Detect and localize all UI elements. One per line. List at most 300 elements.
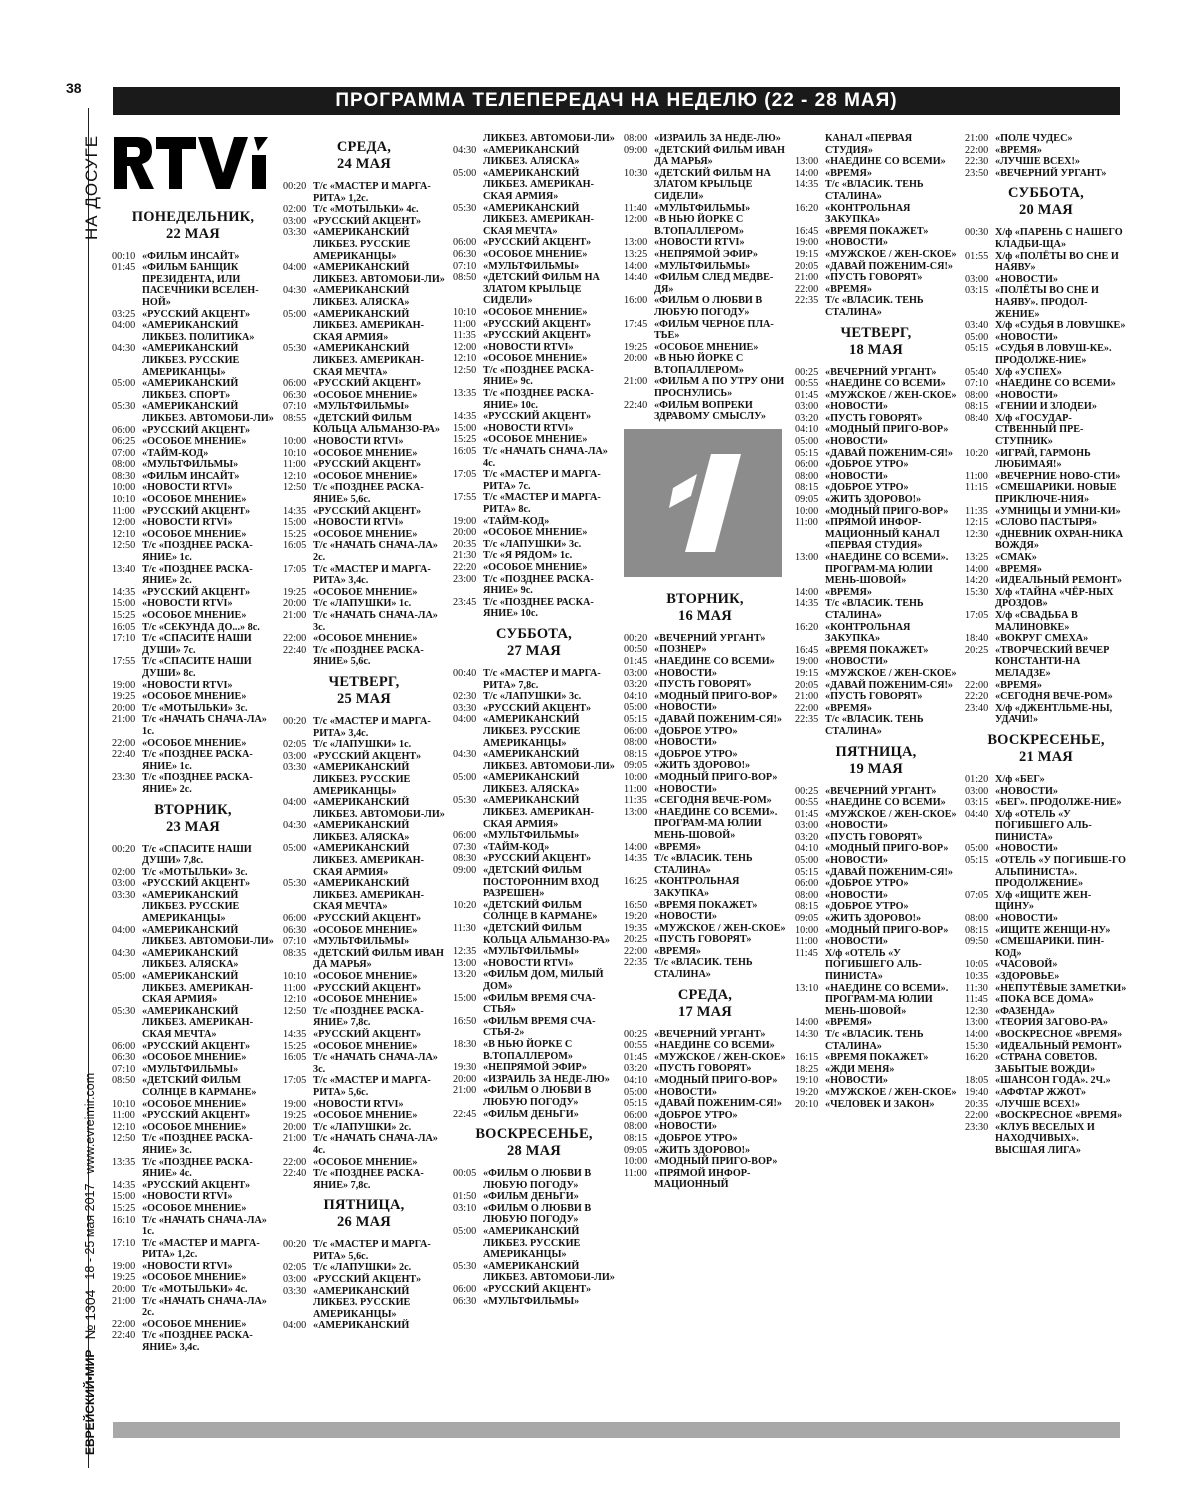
- program-title: Х/ф «ДЖЕНТЛЬМЕ-НЫ, УДАЧИ!»: [995, 702, 1113, 726]
- program-title: «АМЕРИКАНСКИЙ ЛИКБЕЗ. АМЕРИКАН-СКАЯ МЕЧТА»: [483, 202, 595, 237]
- day-date: 26 МАЯ: [337, 1214, 391, 1231]
- schedule-item: [112, 471, 274, 483]
- program-title: «ОСОБОЕ МНЕНИЕ»: [142, 610, 247, 621]
- schedule-item: [965, 575, 1127, 587]
- schedule-item: [624, 353, 786, 376]
- air-time: 03:40: [965, 320, 989, 332]
- program-title: Т/с «ПОЗДНЕЕ РАСКА-ЯНИЕ» 3с.: [142, 1133, 253, 1156]
- schedule-item: [453, 923, 615, 946]
- air-time: 01:45: [624, 1051, 648, 1063]
- air-time: 04:00: [453, 714, 477, 726]
- program-title: «ДЕТСКИЙ ФИЛЬМ НА ЗЛАТОМ КРЫЛЬЦЕ СИДЕЛИ»: [654, 167, 771, 202]
- program-title: «ФИЛЬМ ДОМ, МИЛЫЙ ДОМ»: [483, 969, 604, 992]
- program-title: «ПРЯМОЙ ИНФОР-МАЦИОННЫЙ КАНАЛ «ПЕРВАЯ СТУДИЯ»: [825, 517, 940, 552]
- program-title: «ТАЙМ-КОД»: [483, 841, 550, 853]
- schedule-item: [965, 913, 1127, 925]
- program-title: «МУЛЬТФИЛЬМЫ»: [483, 260, 580, 272]
- schedule-item: [112, 1075, 274, 1098]
- air-time: 06:00: [795, 878, 819, 890]
- air-time: 14:00: [795, 586, 819, 598]
- program-title: «ВРЕМЯ ПОКАЖЕТ»: [825, 1052, 929, 1064]
- program-title: «ВРЕМЯ»: [825, 702, 872, 714]
- schedule-item: [624, 249, 786, 261]
- air-time: 00:05: [453, 1168, 477, 1180]
- day-name: СРЕДА,: [677, 986, 733, 1003]
- schedule-item: [795, 367, 957, 379]
- air-time: 10:00: [624, 771, 648, 783]
- schedule-item: [453, 261, 615, 273]
- schedule-item: [624, 795, 786, 807]
- program-title: «ПРЯМОЙ ИНФОР-МАЦИОННЫЙ: [654, 1167, 751, 1191]
- schedule-item: [112, 1296, 274, 1319]
- schedule-item: [795, 237, 957, 249]
- program-title: «ПУСТЬ ГОВОРЯТ»: [654, 934, 752, 946]
- channel-one-logo: [624, 429, 782, 577]
- program-title: «РУССКИЙ АКЦЕНТ»: [142, 505, 251, 517]
- day-heading: [795, 325, 957, 359]
- air-time: 04:30: [453, 749, 477, 761]
- air-time: [453, 133, 483, 145]
- schedule-item: [453, 365, 615, 388]
- air-time: 05:15: [624, 714, 648, 725]
- page-number: 38: [66, 80, 82, 96]
- air-time: 05:00: [283, 308, 307, 320]
- air-time: 14:00: [965, 1028, 989, 1040]
- air-time: 23:45: [453, 596, 477, 608]
- air-time: 14:00: [795, 1017, 819, 1029]
- air-time: 20:25: [624, 934, 648, 946]
- air-time: 02:30: [453, 691, 477, 703]
- program-title: «ВОСКРЕСНОЕ «ВРЕМЯ»: [995, 1028, 1123, 1040]
- schedule-item: [283, 1075, 445, 1098]
- air-time: 12:10: [283, 470, 307, 482]
- air-time: 05:00: [453, 772, 477, 784]
- program-title: Т/с «ЛАПУШКИ» 2с.: [313, 1262, 412, 1274]
- air-time: 02:00: [283, 204, 307, 216]
- program-title: «АМЕРИКАНСКИЙ ЛИКБЕЗ. ПОЛИТИКА»: [142, 320, 255, 343]
- air-time: 15:00: [283, 517, 307, 529]
- air-time: 06:30: [283, 924, 307, 936]
- schedule-item: [112, 378, 274, 401]
- program-title: «ОСОБОЕ МНЕНИЕ»: [142, 737, 247, 749]
- air-time: 14:00: [624, 260, 648, 272]
- air-time: 17:05: [965, 609, 989, 621]
- schedule-item: [965, 809, 1127, 844]
- schedule-item: [624, 214, 786, 237]
- day-date: 27 МАЯ: [507, 642, 561, 659]
- program-title: «НОВОСТИ RTVI»: [142, 482, 233, 494]
- program-title: «В НЬЮ ЙОРКЕ С В.ТОПАЛЛЕРОМ»: [654, 353, 744, 376]
- schedule-item: [965, 378, 1127, 390]
- air-time: 23:40: [965, 702, 989, 714]
- air-time: 12:10: [112, 1121, 136, 1133]
- air-time: 04:30: [112, 343, 136, 355]
- air-time: 19:00: [283, 1098, 307, 1110]
- program-title: «НОВОСТИ»: [654, 702, 717, 714]
- program-title: Т/с «МАСТЕР И МАРГА-РИТА» 3,4с.: [313, 563, 431, 587]
- air-time: 21:00: [965, 133, 989, 144]
- air-time: 08:50: [112, 1075, 136, 1087]
- program-title: Т/с «ВЛАСИК. ТЕНЬ СТАЛИНА»: [825, 179, 924, 202]
- schedule-item: [112, 867, 274, 879]
- schedule-item: [453, 865, 615, 900]
- schedule-item: [965, 1017, 1127, 1029]
- schedule-item: [624, 691, 786, 703]
- program-title: «НАЕДИНЕ СО ВСЕМИ». ПРОГРАМ-МА ЮЛИИ МЕНЬ-ШОВОЙ»: [825, 552, 949, 587]
- program-title: «МУЖСКОЕ / ЖЕН-СКОЕ»: [825, 389, 957, 401]
- schedule-item: [283, 413, 445, 436]
- program-title: «ДНЕВНИК ОХРАН-НИКА ВОЖДЯ»: [995, 528, 1124, 552]
- air-time: 22:45: [453, 1108, 477, 1120]
- air-time: 14:00: [965, 563, 989, 575]
- program-title: «РУССКИЙ АКЦЕНТ»: [483, 853, 592, 865]
- program-title: «МОДНЫЙ ПРИГО-ВОР»: [825, 843, 949, 855]
- program-title: Т/с «НАЧАТЬ СНАЧА-ЛА» 2с.: [313, 540, 438, 563]
- program-title: Т/с «ВЛАСИК. ТЕНЬ СТАЛИНА»: [825, 295, 924, 318]
- schedule-item: [795, 587, 957, 599]
- air-time: 05:30: [453, 202, 477, 214]
- schedule-item: [795, 786, 957, 798]
- air-time: 22:20: [965, 691, 989, 703]
- schedule-item: [624, 1121, 786, 1133]
- program-title: «НАЕДИНЕ СО ВСЕМИ»: [825, 378, 946, 390]
- program-title: Х/ф «ГОСУДАР-СТВЕННЫЙ ПРЕ-СТУПНИК»: [995, 412, 1084, 448]
- program-title: «НОВОСТИ RTVI»: [483, 341, 574, 353]
- air-time: 07:05: [965, 889, 989, 901]
- program-title: Т/с «ПОЗДНЕЕ РАСКА-ЯНИЕ» 4с.: [142, 1156, 253, 1180]
- program-title: «ДОБРОЕ УТРО»: [825, 482, 909, 494]
- program-title: «АМЕРИКАНСКИЙ ЛИКБЕЗ. АМЕРИКАН-СКАЯ АРМИЯ»: [142, 971, 254, 1006]
- schedule-item: [965, 332, 1127, 344]
- air-time: 12:30: [965, 528, 989, 540]
- program-title: «АМЕРИКАНСКИЙ ЛИКБЕЗ. АЛЯСКА»: [142, 947, 239, 971]
- day-name: СУББОТА,: [496, 625, 572, 642]
- air-time: 05:30: [283, 878, 307, 890]
- schedule-item: [965, 959, 1127, 971]
- program-title: Т/с «ПОЗДНЕЕ РАСКА-ЯНИЕ» 3,4с.: [142, 1330, 253, 1354]
- air-time: 10:00: [112, 482, 136, 494]
- air-time: 19:25: [624, 341, 648, 353]
- program-title: «НОВОСТИ»: [825, 237, 888, 249]
- program-title: «НАЕДИНЕ СО ВСЕМИ». ПРОГРАМ-МА ЮЛИИ МЕНЬ-ШОВОЙ»: [654, 806, 778, 841]
- program-title: «ДОБРОЕ УТРО»: [825, 459, 909, 471]
- schedule-item: [112, 1064, 274, 1076]
- schedule-item: [624, 272, 786, 295]
- program-title: «НЕПРЯМОЙ ЭФИР»: [654, 248, 759, 260]
- schedule-item: [112, 1006, 274, 1041]
- air-time: 17:55: [453, 492, 477, 504]
- schedule-item: [795, 1052, 957, 1064]
- schedule-item: [453, 749, 615, 772]
- program-title: Т/с «ВЛАСИК. ТЕНЬ СТАЛИНА»: [654, 853, 753, 876]
- day-heading: [112, 209, 274, 243]
- schedule-item: [795, 1099, 957, 1111]
- schedule-item: [453, 539, 615, 551]
- air-time: 11:00: [795, 517, 818, 529]
- program-title: «ВРЕМЯ»: [825, 586, 872, 598]
- air-time: 04:10: [624, 1075, 648, 1087]
- air-time: 12:00: [453, 341, 477, 353]
- air-time: 05:00: [453, 167, 477, 179]
- air-time: 08:30: [453, 853, 477, 865]
- program-title: «ВОКРУГ СМЕХА»: [995, 633, 1089, 645]
- program-title: «НОВОСТИ»: [825, 656, 888, 668]
- program-title: «ОСОБОЕ МНЕНИЕ»: [142, 1052, 247, 1064]
- schedule-item: [624, 295, 786, 318]
- schedule-item: [624, 911, 786, 923]
- program-title: «МУЛЬТФИЛЬМЫ»: [142, 459, 239, 471]
- schedule-item: [453, 1016, 615, 1039]
- air-time: 11:15: [965, 482, 988, 494]
- program-title: «АМЕРИКАНСКИЙ ЛИКБЕЗ. АМЕРИКАН-СКАЯ АРМИЯ»: [483, 167, 595, 202]
- program-title: «ВЕЧЕРНИЙ УРГАНТ»: [825, 785, 937, 797]
- program-title: «АМЕРИКАНСКИЙ ЛИКБЕЗ. АМЕРИКАН-СКАЯ АРМИЯ»: [313, 308, 425, 343]
- schedule-item: [453, 1039, 615, 1062]
- air-time: 15:30: [965, 586, 989, 598]
- schedule-item: [965, 587, 1127, 610]
- air-time: 08:00: [795, 470, 819, 482]
- program-title: «НОВОСТИ»: [654, 911, 717, 923]
- program-title: Т/с «ПОЗДНЕЕ РАСКА-ЯНИЕ» 5,6с.: [313, 644, 424, 668]
- schedule-item: [112, 540, 274, 563]
- schedule-item: [453, 353, 615, 365]
- program-title: «ОСОБОЕ МНЕНИЕ»: [313, 1040, 418, 1052]
- program-title: «НОВОСТИ»: [995, 843, 1058, 855]
- program-title: «НАЕДИНЕ СО ВСЕМИ»: [825, 797, 946, 809]
- air-time: 12:35: [453, 946, 477, 958]
- schedule-item: [795, 867, 957, 879]
- schedule-item: [624, 1133, 786, 1145]
- air-time: 15:25: [283, 1040, 307, 1052]
- program-title: Т/с «ПОЗДНЕЕ РАСКА-ЯНИЕ» 2с.: [142, 563, 253, 587]
- air-time: 10:10: [453, 306, 477, 318]
- day-heading: [453, 626, 615, 660]
- schedule-item: [283, 878, 445, 913]
- schedule-item: [453, 1284, 615, 1296]
- air-time: 20:35: [453, 538, 477, 550]
- schedule-item: [453, 527, 615, 539]
- air-time: 22:00: [283, 633, 307, 645]
- air-time: 10:10: [112, 1098, 136, 1110]
- air-time: 14:20: [965, 575, 989, 587]
- schedule-item: [112, 680, 274, 692]
- schedule-item: [453, 168, 615, 203]
- schedule-item: [453, 411, 615, 423]
- air-time: 12:50: [283, 482, 307, 494]
- air-time: 04:00: [283, 1320, 307, 1332]
- schedule-item: [112, 749, 274, 772]
- program-title: «ОСОБОЕ МНЕНИЕ»: [483, 306, 588, 318]
- schedule-item: [453, 853, 615, 865]
- schedule-item: [283, 564, 445, 587]
- program-title: «АМЕРИКАНСКИЙ ЛИКБЕЗ. АМЕРИКАН-СКАЯ АРМИЯ»: [313, 843, 425, 878]
- schedule-item: [112, 320, 274, 343]
- program-title: «МУЖСКОЕ / ЖЕН-СКОЕ»: [825, 808, 957, 820]
- air-time: 06:00: [283, 913, 307, 925]
- program-title: Х/ф «ОТЕЛЬ «У ПОГИБШЕГО АЛЬ-ПИНИСТА»: [995, 808, 1092, 843]
- air-time: 02:05: [283, 739, 307, 751]
- air-time: 11:00: [795, 936, 818, 948]
- publication-name: ЕВРЕЙСКИЙ•МИР: [83, 1349, 97, 1455]
- program-title: «ПУСТЬ ГОВОРЯТ»: [825, 412, 923, 424]
- schedule-item: [283, 1099, 445, 1111]
- air-time: 16:05: [283, 1052, 307, 1064]
- program-title: «ОСОБОЕ МНЕНИЕ»: [313, 470, 418, 482]
- air-time: 13:25: [624, 248, 648, 260]
- day-heading: [453, 1126, 615, 1160]
- schedule-item: [795, 436, 957, 448]
- air-time: 08:00: [965, 913, 989, 925]
- program-title: «ОСОБОЕ МНЕНИЕ»: [142, 1098, 247, 1110]
- air-time: 13:35: [112, 1156, 136, 1168]
- schedule-item: [795, 680, 957, 692]
- schedule-item: [795, 645, 957, 657]
- program-title: «НАЕДИНЕ СО ВСЕМИ»: [654, 656, 775, 668]
- program-title: ЛИКБЕЗ. АВТОМОБИ-ЛИ»: [483, 133, 615, 144]
- schedule-item: [624, 1145, 786, 1157]
- schedule-item: [965, 774, 1127, 786]
- program-title: «ДЕТСКИЙ ФИЛЬМ СОЛНЦЕ В КАРМАНЕ»: [142, 1075, 257, 1098]
- air-time: 15:00: [112, 1191, 136, 1203]
- air-time: 06:00: [453, 1284, 477, 1296]
- air-time: 18:30: [453, 1038, 477, 1050]
- schedule-item: [624, 1098, 786, 1110]
- program-title: «НОВОСТИ»: [825, 470, 888, 482]
- program-title: «МУЛЬТФИЛЬМЫ»: [313, 401, 410, 413]
- schedule-item: [112, 772, 274, 795]
- air-time: 08:00: [112, 459, 136, 471]
- schedule-item: [795, 390, 957, 402]
- air-time: 14:35: [283, 1028, 307, 1040]
- program-title: «АМЕРИКАНСКИЙ ЛИКБЕЗ. РУССКИЕ АМЕРИКАНЦЫ»: [313, 1285, 411, 1320]
- air-time: 03:30: [112, 889, 136, 901]
- schedule-item: [965, 482, 1127, 505]
- air-time: 09:05: [795, 913, 819, 925]
- program-title: Т/с «ПОЗДНЕЕ РАСКА-ЯНИЕ» 9с.: [483, 364, 594, 388]
- program-title: «АМЕРИКАНСКИЙ ЛИКБЕЗ. СПОРТ»: [142, 378, 239, 401]
- program-title: «ВЕЧЕРНИЙ УРГАНТ»: [825, 366, 937, 378]
- schedule-item: [965, 320, 1127, 332]
- air-time: 21:00: [453, 1085, 477, 1097]
- air-time: 11:00: [112, 505, 135, 517]
- air-time: 09:05: [624, 760, 648, 772]
- schedule-item: [795, 471, 957, 483]
- schedule-item: [624, 342, 786, 354]
- air-time: 00:25: [624, 1028, 648, 1040]
- air-time: 11:35: [624, 795, 647, 807]
- website[interactable]: www.evreimir.com: [83, 1072, 97, 1174]
- schedule-item: [624, 203, 786, 215]
- schedule-item: [112, 517, 274, 529]
- program-title: «ОСОБОЕ МНЕНИЕ»: [142, 1121, 247, 1133]
- program-title: «ВРЕМЯ»: [825, 167, 872, 179]
- air-time: 00:55: [795, 797, 819, 809]
- schedule-item: [283, 459, 445, 471]
- air-time: 13:00: [624, 237, 648, 249]
- air-time: 05:00: [965, 843, 989, 855]
- program-title: «НОВОСТИ RTVI»: [142, 679, 233, 691]
- program-title: «НАЕДИНЕ СО ВСЕМИ»: [654, 1040, 775, 1052]
- program-title: «ФИЛЬМ ДЕНЬГИ»: [483, 1108, 579, 1120]
- program-title: «ОСОБОЕ МНЕНИЕ»: [313, 994, 418, 1006]
- schedule-item: [453, 133, 615, 145]
- schedule-item: [965, 936, 1127, 959]
- program-title: «ФИЛЬМ О ЛЮБВИ В ЛЮБУЮ ПОГОДУ»: [483, 1202, 592, 1226]
- air-time: 12:00: [624, 214, 648, 226]
- section-label: НА ДОСУГЕ: [82, 134, 101, 240]
- program-title: «ФИЛЬМ ВОПРЕКИ ЗДРАВОМУ СМЫСЛУ»: [654, 399, 766, 423]
- air-time: 15:00: [453, 992, 477, 1004]
- program-title: «НОВОСТИ»: [825, 1075, 888, 1087]
- air-time: 16:10: [112, 1214, 136, 1226]
- air-time: 10:10: [283, 971, 307, 982]
- schedule-item: [283, 1006, 445, 1029]
- schedule-item: [453, 249, 615, 261]
- schedule-item: [283, 540, 445, 563]
- air-time: 01:20: [965, 773, 989, 785]
- program-title: «НОВОСТИ»: [995, 389, 1058, 401]
- air-time: 16:45: [795, 644, 819, 656]
- program-title: «МУЖСКОЕ / ЖЕН-СКОЕ»: [825, 667, 957, 679]
- program-title: «ПУСТЬ ГОВОРЯТ»: [825, 272, 923, 284]
- schedule-item: [795, 948, 957, 983]
- air-time: 06:30: [453, 248, 477, 260]
- air-time: 22:35: [795, 714, 819, 726]
- air-time: 03:00: [624, 667, 648, 679]
- air-time: 19:25: [112, 1272, 136, 1284]
- air-time: 03:00: [965, 785, 989, 797]
- schedule-item: [283, 517, 445, 529]
- air-time: 09:50: [965, 936, 989, 948]
- program-title: «АМЕРИКАНСКИЙ ЛИКБЕЗ. АВТОМОБИ-ЛИ»: [313, 797, 445, 820]
- schedule-item: [112, 251, 274, 263]
- schedule-item: [112, 309, 274, 321]
- schedule-item: [453, 958, 615, 970]
- program-title: «ДЕТСКИЙ ФИЛЬМ КОЛЬЦА АЛЬМАНЗО-РА»: [313, 412, 440, 436]
- air-time: 05:00: [112, 378, 136, 390]
- schedule-item: [112, 598, 274, 610]
- air-time: 16:00: [624, 295, 648, 307]
- schedule-item: [112, 1099, 274, 1111]
- program-title: «ОСОБОЕ МНЕНИЕ»: [313, 447, 418, 459]
- schedule-item: [112, 844, 274, 867]
- program-title: «НАЕДИНЕ СО ВСЕМИ»: [995, 378, 1116, 390]
- air-time: 02:00: [112, 866, 136, 878]
- air-time: 19:25: [112, 691, 136, 703]
- schedule-column: [795, 133, 957, 1110]
- schedule-item: [965, 517, 1127, 529]
- schedule-item: [965, 786, 1127, 798]
- schedule-item: [965, 390, 1127, 402]
- schedule-item: [283, 1274, 445, 1286]
- air-time: 11:35: [965, 505, 988, 517]
- schedule-item: [453, 434, 615, 446]
- air-time: 04:00: [112, 320, 136, 332]
- program-title: «НОВОСТИ»: [825, 889, 888, 901]
- program-title: «СМАК»: [995, 552, 1037, 563]
- air-time: 11:00: [965, 470, 988, 482]
- program-title: «ПОЛЕ ЧУДЕС»: [995, 133, 1073, 144]
- schedule-item: [112, 1215, 274, 1238]
- schedule-item: [283, 913, 445, 925]
- schedule-item: [795, 925, 957, 937]
- program-title: «РУССКИЙ АКЦЕНТ»: [313, 378, 422, 390]
- schedule-item: [965, 145, 1127, 157]
- program-title: Т/с «МАСТЕР И МАРГА-РИТА» 7с.: [483, 469, 601, 492]
- air-time: 11:35: [453, 330, 476, 342]
- air-time: 19:00: [112, 1260, 136, 1272]
- day-date: 25 МАЯ: [337, 690, 391, 707]
